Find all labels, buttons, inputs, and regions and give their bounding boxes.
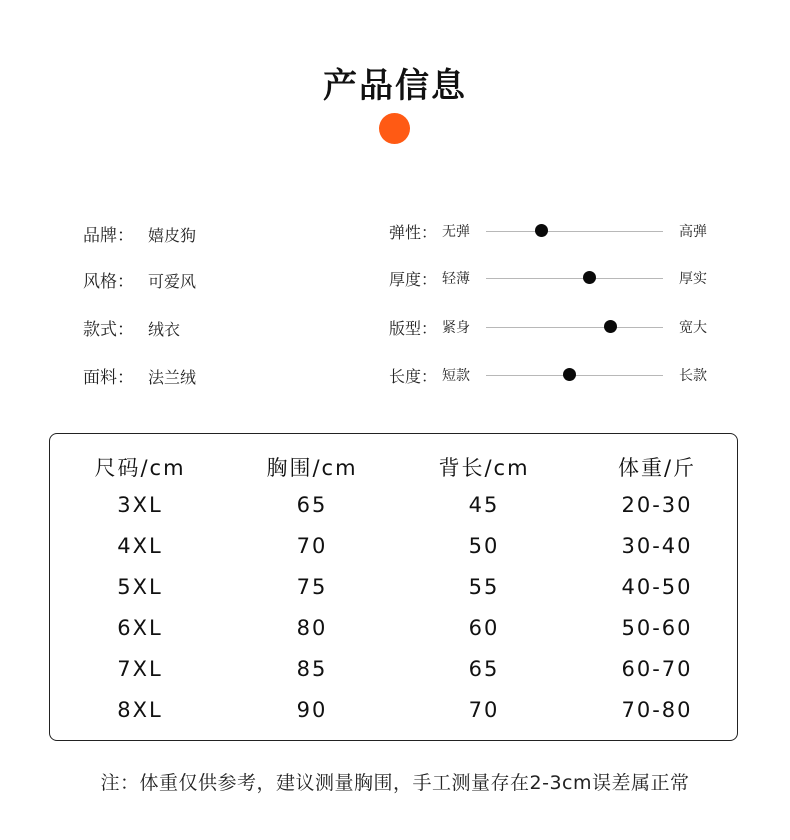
table-cell: 40-50 [621, 575, 693, 599]
table-cell: 65 [296, 493, 328, 517]
attribute-style [83, 267, 196, 292]
table-cell: 3XL [117, 493, 163, 517]
scale-fit [389, 316, 719, 340]
scale-key: 厚度： [389, 270, 438, 289]
attribute-brand [83, 221, 196, 246]
scale-track [486, 327, 663, 328]
table-cell: 55 [468, 575, 500, 599]
scale-track [486, 231, 663, 232]
attribute-key: 款式： [83, 320, 134, 340]
scale-max-label: 厚实 [679, 271, 707, 287]
scale-min-label: 短款 [442, 368, 470, 384]
scale-knob [535, 224, 548, 237]
attribute-fabric [83, 363, 196, 388]
table-header: 体重/斤 [617, 456, 697, 480]
page-title: 产品信息 [323, 66, 467, 106]
scale-knob [604, 320, 617, 333]
attribute-value: 嬉皮狗 [148, 226, 197, 245]
attribute-value: 法兰绒 [148, 368, 197, 387]
scale-knob [563, 368, 576, 381]
scale-max-label: 长款 [679, 368, 707, 384]
table-cell: 65 [468, 657, 500, 681]
table-cell: 45 [468, 493, 500, 517]
scale-min-label: 轻薄 [442, 271, 470, 287]
table-cell: 20-30 [621, 493, 693, 517]
footnote: 注：体重仅供参考，建议测量胸围，手工测量存在2-3cm误差属正常 [100, 772, 690, 794]
table-cell: 70-80 [621, 698, 693, 722]
attribute-type [83, 315, 180, 340]
attribute-value: 绒衣 [148, 320, 181, 339]
table-header: 尺码/cm [94, 456, 186, 480]
table-header: 背长/cm [438, 456, 530, 480]
table-cell: 50 [468, 534, 500, 558]
scale-key: 长度： [389, 367, 438, 386]
scale-knob [583, 271, 596, 284]
table-cell: 4XL [117, 534, 163, 558]
table-cell: 7XL [117, 657, 163, 681]
table-header: 胸围/cm [266, 456, 358, 480]
scale-elasticity [389, 220, 719, 244]
table-cell: 8XL [117, 698, 163, 722]
scale-max-label: 高弹 [679, 224, 707, 240]
table-cell: 70 [296, 534, 328, 558]
scale-min-label: 无弹 [442, 224, 470, 240]
table-cell: 5XL [117, 575, 163, 599]
scale-max-label: 宽大 [679, 320, 707, 336]
attribute-key: 面料： [83, 368, 134, 388]
scale-thickness [389, 267, 719, 291]
attribute-key: 风格： [83, 272, 134, 292]
table-cell: 50-60 [621, 616, 693, 640]
scale-track [486, 278, 663, 279]
attribute-value: 可爱风 [148, 272, 197, 291]
table-cell: 75 [296, 575, 328, 599]
table-cell: 60 [468, 616, 500, 640]
table-cell: 6XL [117, 616, 163, 640]
accent-dot [379, 113, 410, 144]
table-cell: 70 [468, 698, 500, 722]
scale-min-label: 紧身 [442, 320, 470, 336]
table-cell: 90 [296, 698, 328, 722]
scale-key: 版型： [389, 319, 438, 338]
table-cell: 60-70 [621, 657, 693, 681]
scale-key: 弹性： [389, 223, 438, 242]
scale-length [389, 364, 719, 388]
attribute-key: 品牌： [83, 226, 134, 246]
table-cell: 85 [296, 657, 328, 681]
table-cell: 30-40 [621, 534, 693, 558]
table-cell: 80 [296, 616, 328, 640]
